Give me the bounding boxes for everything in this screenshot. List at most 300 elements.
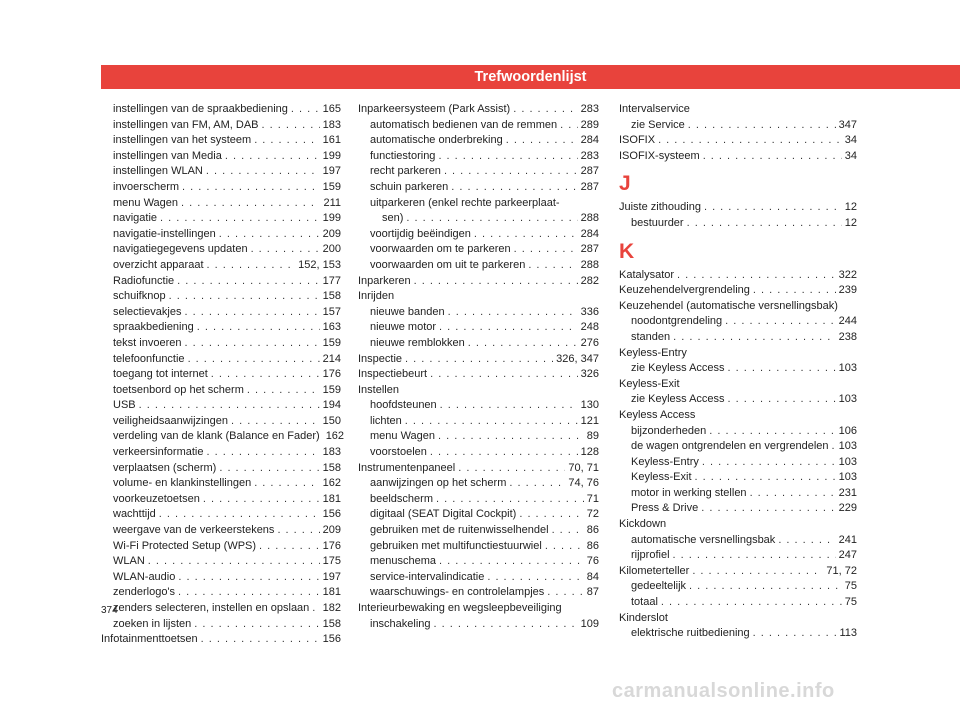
dot-leader xyxy=(219,461,319,477)
dot-leader xyxy=(687,216,842,232)
entry-page: 229 xyxy=(838,502,857,515)
entry-page: 103 xyxy=(838,362,857,375)
dot-leader xyxy=(139,398,320,414)
entry-page: 74, 76 xyxy=(568,477,599,490)
entry-page: 71 xyxy=(586,492,599,505)
entry-page: 12 xyxy=(844,216,857,229)
entry-page: 197 xyxy=(322,165,341,178)
entry-page: 322 xyxy=(838,268,857,281)
index-entry xyxy=(619,408,857,424)
dot-leader xyxy=(673,330,835,346)
index-entry xyxy=(101,118,341,134)
entry-term: Inrijden xyxy=(358,290,395,303)
index-entry xyxy=(101,585,341,601)
entry-term: elektrische ruitbediening xyxy=(631,627,750,640)
entry-term: zie Keyless Access xyxy=(631,393,725,406)
index-entry xyxy=(358,180,599,196)
entry-term: Inparkeersysteem (Park Assist) xyxy=(358,103,511,115)
index-entry xyxy=(101,133,341,149)
dot-leader xyxy=(448,305,578,321)
letter-heading-j: J xyxy=(619,172,631,196)
entry-term: wachttijd xyxy=(113,508,156,521)
index-entry xyxy=(619,216,857,232)
entry-term: USB xyxy=(113,399,136,412)
dot-leader xyxy=(506,133,578,149)
index-entry xyxy=(619,392,857,408)
entry-term: voorstoelen xyxy=(370,446,427,459)
entry-page: 287 xyxy=(580,243,599,256)
dot-leader xyxy=(405,414,578,430)
entry-term: instellingen van het systeem xyxy=(113,134,252,147)
index-entry xyxy=(358,242,599,258)
dot-leader xyxy=(439,320,578,336)
entry-term: voortijdig beëindigen xyxy=(370,227,471,240)
dot-leader xyxy=(178,570,319,586)
entry-term: menu Wagen xyxy=(370,430,436,443)
index-column-3 xyxy=(619,102,857,642)
entry-term: toegang tot internet xyxy=(113,368,208,381)
index-entry xyxy=(101,196,341,212)
entry-term: waarschuwings- en controlelampjes xyxy=(370,586,545,599)
entry-term: navigatie xyxy=(113,212,158,225)
index-entry xyxy=(101,164,341,180)
dot-leader xyxy=(487,570,583,586)
dot-leader xyxy=(474,227,578,243)
index-entry xyxy=(619,424,857,440)
index-entry xyxy=(619,595,857,611)
entry-term: toetsenbord op het scherm xyxy=(113,383,244,396)
index-entry xyxy=(358,320,599,336)
dot-leader xyxy=(414,274,578,290)
entry-page: 165 xyxy=(322,103,341,115)
index-entry xyxy=(619,299,857,315)
entry-term: Infotainmenttoetsen xyxy=(101,633,198,646)
index-entry xyxy=(101,289,341,305)
entry-term: uitparkeren (enkel rechte parkeerplaat- xyxy=(370,196,560,209)
dot-leader xyxy=(440,398,578,414)
dot-leader xyxy=(701,501,835,517)
index-entry xyxy=(619,548,857,564)
dot-leader xyxy=(695,470,836,486)
entry-term: recht parkeren xyxy=(370,165,441,178)
index-entry xyxy=(358,429,599,445)
entry-term: ISOFIX xyxy=(619,134,656,147)
entry-term: Inspectie xyxy=(358,352,403,365)
entry-term: Keyless-Exit xyxy=(619,377,680,390)
dot-leader xyxy=(430,367,578,383)
entry-page: 86 xyxy=(586,539,599,552)
entry-term: Katalysator xyxy=(619,268,675,281)
index-entry xyxy=(619,330,857,346)
entry-page: 209 xyxy=(322,524,341,537)
dot-leader xyxy=(560,118,578,134)
entry-term: Interieurbewaking en wegsleepbeveiliging xyxy=(358,602,562,614)
dot-leader xyxy=(725,314,836,330)
dot-leader xyxy=(405,352,553,368)
index-entry xyxy=(101,445,341,461)
dot-leader xyxy=(528,258,577,274)
entry-page: 181 xyxy=(322,492,341,505)
entry-term: instellingen van FM, AM, DAB xyxy=(113,118,259,131)
entry-page: 209 xyxy=(322,227,341,240)
index-column-2 xyxy=(358,102,599,632)
dot-leader xyxy=(753,283,836,299)
entry-page: 214 xyxy=(322,352,341,365)
index-entry xyxy=(101,570,341,586)
index-entry xyxy=(619,346,857,362)
dot-leader xyxy=(291,102,320,118)
entry-page: 239 xyxy=(838,284,857,297)
entry-term: overzicht apparaat xyxy=(113,258,204,271)
entry-term: nieuwe remblokken xyxy=(370,336,465,349)
entry-term: navigatiegegevens updaten xyxy=(113,243,248,256)
entry-term: service-intervalindicatie xyxy=(370,570,485,583)
entry-term: de wagen ontgrendelen en vergrendelen xyxy=(631,440,829,453)
entry-page: 106 xyxy=(838,424,857,437)
entry-term: noodontgrendeling xyxy=(631,315,723,328)
entry-term: Kickdown xyxy=(619,518,667,531)
entry-page: 158 xyxy=(322,617,341,630)
entry-term: gedeeltelijk xyxy=(631,580,687,593)
dot-leader xyxy=(277,523,319,539)
index-entry xyxy=(101,274,341,290)
entry-page: 336 xyxy=(580,305,599,318)
index-entry xyxy=(101,367,341,383)
dot-leader xyxy=(658,133,842,149)
index-entry xyxy=(619,268,857,284)
index-entry xyxy=(101,601,341,617)
entry-page: 34 xyxy=(844,149,857,162)
dot-leader xyxy=(438,429,584,445)
entry-term: instellingen van de spraakbediening xyxy=(113,103,288,115)
entry-page: 288 xyxy=(580,212,599,225)
index-entry xyxy=(358,601,599,617)
entry-term: selectievakjes xyxy=(113,305,182,318)
dot-leader xyxy=(434,617,578,633)
entry-term: Press & Drive xyxy=(631,502,699,515)
index-entry xyxy=(358,617,599,633)
index-entry xyxy=(101,149,341,165)
index-entry xyxy=(619,283,857,299)
entry-page: 159 xyxy=(322,383,341,396)
entry-term: volume- en klankinstellingen xyxy=(113,477,252,490)
dot-leader xyxy=(439,554,584,570)
entry-term: bijzonderheden xyxy=(631,424,707,437)
dot-leader xyxy=(160,211,320,227)
index-entry xyxy=(358,352,599,368)
index-entry xyxy=(101,398,341,414)
dot-leader xyxy=(519,507,583,523)
index-entry xyxy=(619,533,857,549)
index-entry xyxy=(619,200,857,216)
index-entry xyxy=(619,611,857,627)
entry-term: zenders selecteren, instellen en opslaan xyxy=(113,602,310,614)
dot-leader xyxy=(673,548,836,564)
index-entry xyxy=(619,377,857,393)
entry-term: beeldscherm xyxy=(370,492,433,505)
dot-leader xyxy=(203,492,320,508)
entry-term: voorwaarden om te parkeren xyxy=(370,243,511,256)
dot-leader xyxy=(406,211,577,227)
entry-page: 248 xyxy=(580,321,599,334)
index-entry xyxy=(619,455,857,471)
entry-page: 34 xyxy=(844,134,857,147)
entry-page: 161 xyxy=(322,134,341,147)
entry-term: Inspectiebeurt xyxy=(358,368,428,381)
dot-leader xyxy=(458,461,565,477)
entry-term: Instrumentenpaneel xyxy=(358,461,456,474)
entry-page: 176 xyxy=(322,368,341,381)
entry-term: aanwijzingen op het scherm xyxy=(370,477,507,490)
dot-leader xyxy=(547,585,584,601)
entry-page: 87 xyxy=(586,586,599,599)
index-entry xyxy=(358,211,599,227)
index-entry xyxy=(619,517,857,533)
dot-leader xyxy=(438,149,577,165)
index-entry xyxy=(101,258,341,274)
entry-term: invoerscherm xyxy=(113,180,180,193)
entry-term: zenderlogo's xyxy=(113,586,176,599)
index-entry xyxy=(358,492,599,508)
entry-page: 162 xyxy=(322,477,341,490)
dot-leader xyxy=(247,383,320,399)
entry-term: ISOFIX-systeem xyxy=(619,149,700,162)
entry-page: 162 xyxy=(325,430,345,443)
entry-term: verdeling van de klank (Balance en Fader) xyxy=(113,430,320,443)
entry-term: menu Wagen xyxy=(113,196,179,209)
entry-page: 157 xyxy=(322,305,341,318)
index-entry xyxy=(358,383,599,399)
entry-page: 103 xyxy=(838,455,857,468)
index-entry xyxy=(358,305,599,321)
dot-leader xyxy=(444,164,578,180)
dot-leader xyxy=(513,102,577,118)
index-entry xyxy=(101,476,341,492)
dot-leader xyxy=(251,242,320,258)
entry-page: 283 xyxy=(580,149,599,162)
entry-page: 75 xyxy=(844,580,857,593)
dot-leader xyxy=(262,118,320,134)
entry-term: functiestoring xyxy=(370,149,436,162)
dot-leader xyxy=(159,507,320,523)
entry-term: Kinderslot xyxy=(619,611,668,624)
dot-leader xyxy=(688,118,836,134)
entry-term: motor in werking stellen xyxy=(631,486,747,499)
index-entry xyxy=(358,118,599,134)
entry-page: 199 xyxy=(322,149,341,162)
entry-term: voorwaarden om uit te parkeren xyxy=(370,258,526,271)
index-entry xyxy=(101,383,341,399)
entry-page: 181 xyxy=(322,586,341,599)
entry-term: Kilometerteller xyxy=(619,564,690,577)
index-entry xyxy=(101,554,341,570)
entry-term: Keuzehendel (automatische versnellingsbak) xyxy=(619,299,838,312)
entry-term: Keyless-Entry xyxy=(619,346,687,359)
entry-page: 238 xyxy=(838,330,857,343)
entry-term: verkeersinformatie xyxy=(113,446,204,459)
entry-term: schuifknop xyxy=(113,290,166,303)
index-entry xyxy=(101,539,341,555)
entry-term: Radiofunctie xyxy=(113,274,175,287)
index-entry xyxy=(358,476,599,492)
dot-leader xyxy=(692,564,823,580)
index-entry xyxy=(101,227,341,243)
index-entry xyxy=(358,149,599,165)
index-entry xyxy=(101,492,341,508)
entry-page: 244 xyxy=(838,315,857,328)
dot-leader xyxy=(778,533,835,549)
entry-term: WLAN-audio xyxy=(113,570,176,583)
entry-page: 121 xyxy=(580,414,599,427)
dot-leader xyxy=(184,305,319,321)
entry-page: 86 xyxy=(586,524,599,537)
index-entry xyxy=(101,523,341,539)
entry-page: 284 xyxy=(580,227,599,240)
entry-page: 347 xyxy=(838,118,857,131)
entry-page: 113 xyxy=(839,627,857,640)
index-entry xyxy=(619,149,857,165)
dot-leader xyxy=(750,486,836,502)
index-entry xyxy=(358,445,599,461)
index-entry xyxy=(358,258,599,274)
index-entry xyxy=(358,461,599,477)
index-entry xyxy=(619,626,857,642)
dot-leader xyxy=(552,523,584,539)
index-entry xyxy=(101,632,341,648)
watermark: carmanualsonline.info xyxy=(612,680,835,702)
dot-leader xyxy=(197,320,320,336)
letter-heading-k: K xyxy=(619,239,635,263)
entry-page: 72 xyxy=(586,508,599,521)
entry-page: 288 xyxy=(580,258,599,271)
index-entry xyxy=(619,486,857,502)
dot-leader xyxy=(430,445,578,461)
dot-leader xyxy=(181,196,320,212)
index-entry xyxy=(101,429,345,445)
entry-page: 287 xyxy=(580,165,599,178)
entry-page: 158 xyxy=(322,290,341,303)
entry-term: veiligheidsaanwijzingen xyxy=(113,414,228,427)
index-entry xyxy=(358,585,599,601)
entry-page: 194 xyxy=(322,399,341,412)
dot-leader xyxy=(178,585,320,601)
entry-term: Keyless Access xyxy=(619,408,696,421)
entry-page: 156 xyxy=(322,633,341,646)
dot-leader xyxy=(148,554,320,570)
dot-leader xyxy=(211,367,320,383)
entry-page: 103 xyxy=(838,393,857,406)
dot-leader xyxy=(689,579,842,595)
dot-leader xyxy=(709,424,835,440)
index-entry xyxy=(358,367,599,383)
dot-leader xyxy=(514,242,578,258)
entry-term: Inparkeren xyxy=(358,274,411,287)
index-entry xyxy=(358,539,599,555)
dot-leader xyxy=(704,200,842,216)
entry-page: 156 xyxy=(322,508,341,521)
dot-leader xyxy=(702,455,836,471)
entry-page: 163 xyxy=(322,321,341,334)
index-entry xyxy=(619,133,857,149)
entry-term: Keyless-Exit xyxy=(631,471,692,484)
dot-leader xyxy=(194,617,319,633)
index-entry xyxy=(358,102,599,118)
dot-leader xyxy=(259,539,320,555)
index-entry xyxy=(101,242,341,258)
index-entry xyxy=(358,227,599,243)
entry-page: 89 xyxy=(586,430,599,443)
entry-term: Keuzehendelvergrendeling xyxy=(619,284,750,297)
dot-leader xyxy=(661,595,842,611)
index-entry xyxy=(358,554,599,570)
index-entry xyxy=(358,133,599,149)
entry-page: 289 xyxy=(580,118,599,131)
entry-page: 182 xyxy=(322,602,341,614)
dot-leader xyxy=(753,626,837,642)
dot-leader xyxy=(728,361,836,377)
entry-page: 128 xyxy=(580,446,599,459)
dot-leader xyxy=(312,601,319,617)
entry-term: digitaal (SEAT Digital Cockpit) xyxy=(370,508,517,521)
entry-term: telefoonfunctie xyxy=(113,352,185,365)
index-entry xyxy=(619,314,857,330)
index-entry xyxy=(101,461,341,477)
entry-term: weergave van de verkeerstekens xyxy=(113,524,275,537)
entry-page: 84 xyxy=(586,570,599,583)
entry-term: automatisch bedienen van de remmen xyxy=(370,118,558,131)
entry-term: Intervalservice xyxy=(619,103,690,115)
entry-term: totaal xyxy=(631,596,658,609)
entry-term: spraakbediening xyxy=(113,321,194,334)
entry-term: menuschema xyxy=(370,555,437,568)
index-entry xyxy=(101,617,341,633)
entry-term: bestuurder xyxy=(631,216,684,229)
entry-page: 12 xyxy=(844,201,857,214)
entry-term: navigatie-instellingen xyxy=(113,227,216,240)
entry-page: 211 xyxy=(323,196,341,209)
dot-leader xyxy=(509,476,565,492)
section-header xyxy=(101,65,960,89)
entry-page: 109 xyxy=(580,617,599,630)
entry-page: 130 xyxy=(580,399,599,412)
entry-page: 326, 347 xyxy=(556,352,599,365)
index-entry xyxy=(358,523,599,539)
dot-leader xyxy=(254,476,319,492)
dot-leader xyxy=(169,289,320,305)
index-entry xyxy=(619,470,857,486)
entry-page: 177 xyxy=(322,274,341,287)
entry-term: verplaatsen (scherm) xyxy=(113,461,217,474)
index-entry xyxy=(619,439,857,455)
index-entry xyxy=(358,164,599,180)
index-entry xyxy=(619,102,857,118)
dot-leader xyxy=(201,632,320,648)
dot-leader xyxy=(184,336,319,352)
entry-term: nieuwe motor xyxy=(370,321,437,334)
index-entry xyxy=(619,579,857,595)
dot-leader xyxy=(219,227,320,243)
entry-page: 282 xyxy=(580,274,599,287)
entry-page: 71, 72 xyxy=(826,564,857,577)
entry-page: 176 xyxy=(322,539,341,552)
dot-leader xyxy=(468,336,578,352)
entry-page: 276 xyxy=(580,336,599,349)
index-entry xyxy=(619,564,857,580)
entry-term: gebruiken met multifunctiestuurwiel xyxy=(370,539,542,552)
entry-term: Wi-Fi Protected Setup (WPS) xyxy=(113,539,257,552)
entry-page: 241 xyxy=(838,533,857,546)
index-entry xyxy=(101,320,341,336)
